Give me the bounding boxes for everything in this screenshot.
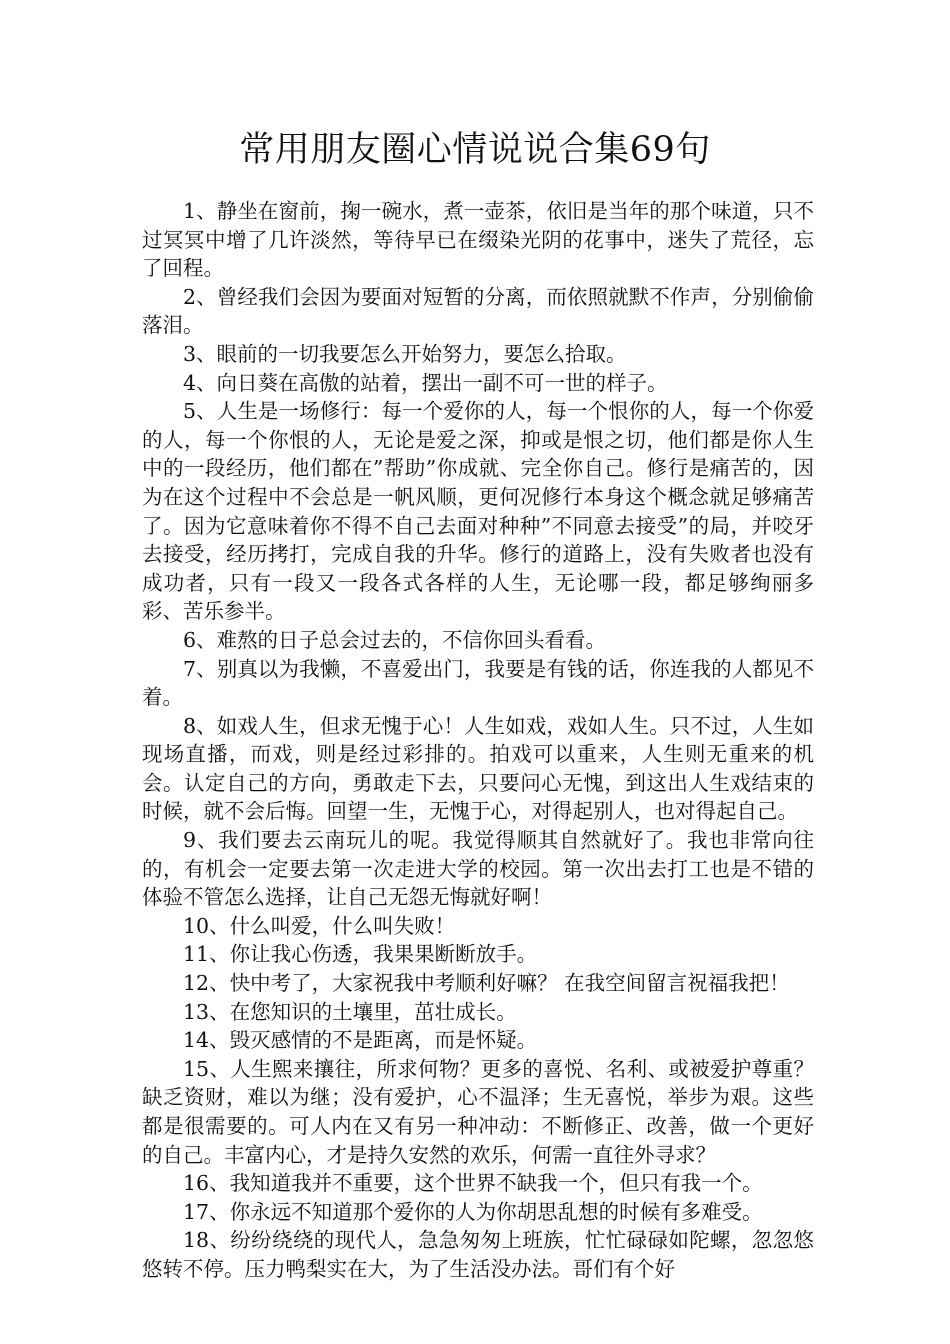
quote-paragraph-3: 3、眼前的一切我要怎么开始努力，要怎么拾取。: [183, 341, 627, 366]
quote-paragraph-9: 9、我们要去云南玩儿的呢。我觉得顺其自然就好了。我也非常向往的，有机会一定要去第一次走进大学的校园。第一次出去打工也是不错的体验不管怎么选择，让自己无怨无悔就好啊！: [142, 828, 814, 910]
quote-paragraph-8: 8、如戏人生，但求无愧于心！人生如戏，戏如人生。只不过，人生如现场直播，而戏，则是经过彩排的。拍戏可以重来，人生则无重来的机会。认定自己的方向，勇敢走下去，只要问心无愧，到这出人生戏结束的时候，就不会后悔。回望一生，无愧于心，对得起别人，也对得起自己。: [142, 713, 814, 824]
quote-paragraph-2: 2、曾经我们会因为要面对短暂的分离，而依照就默不作声，分别偷偷落泪。: [142, 284, 814, 338]
quote-paragraph-17: 17、你永远不知道那个爱你的人为你胡思乱想的时候有多难受。: [183, 1199, 763, 1224]
quote-paragraph-13: 13、在您知识的土壤里，茁壮成长。: [183, 999, 517, 1024]
quote-paragraph-18: 18、纷纷绕绕的现代人，急急匆匆上班族，忙忙碌碌如陀螺，忽忽悠悠转不停。压力鸭梨实在大，为了生活没办法。哥们有个好: [142, 1228, 814, 1281]
quote-paragraph-12: 12、快中考了，大家祝我中考顺利好嘛？ 在我空间留言祝福我把！: [183, 971, 790, 996]
quote-paragraph-15: 15、人生熙来攘往，所求何物？更多的喜悦、名利、或被爱护尊重？缺乏资财，难以为继；没有爱护，心不温泽；生无喜悦，举步为艰。这些都是很需要的。可人内在又有另一种冲动：不断修正、改善，做一个更好的自己。丰富内心，才是持久安然的欢乐，何需一直往外寻求？: [142, 1056, 814, 1167]
quote-paragraph-5: 5、人生是一场修行：每一个爱你的人，每一个恨你的人，每一个你爱的人，每一个你恨的人，无论是爱之深，抑或是恨之切，他们都是你人生中的一段经历，他们都在”帮助”你成就、完全你自己。修行是痛苦的，因为在这个过程中不会总是一帆风顺，更何况修行本身这个概念就足够痛苦了。因为它意味着你不得不自己去面对种种”不同意去接受”的局，并咬牙去接受，经历拷打，完成自我的升华。修行的道路上，没有失败者也没有成功者，只有一段又一段各式各样的人生，无论哪一段，都足够绚丽多彩、苦乐参半。: [142, 399, 814, 624]
quote-paragraph-10: 10、什么叫爱，什么叫失败！: [183, 913, 456, 938]
quote-paragraph-11: 11、你让我心伤透，我果果断断放手。: [183, 942, 538, 967]
quote-paragraph-16: 16、我知道我并不重要，这个世界不缺我一个，但只有我一个。: [183, 1171, 763, 1196]
quote-paragraph-6: 6、难熬的日子总会过去的，不信你回头看看。: [183, 627, 607, 652]
document-body: [142, 197, 814, 1284]
quote-paragraph-14: 14、毁灭感情的不是距离，而是怀疑。: [183, 1028, 538, 1053]
quote-paragraph-1: 1、静坐在窗前，掬一碗水，煮一壶茶，依旧是当年的那个味道，只不过冥冥中增了几许淡然，等待早已在缀染光阴的花事中，迷失了荒径，忘了回程。: [142, 199, 814, 281]
document-title: 常用朋友圈心情说说合集69句: [239, 130, 711, 170]
quote-paragraph-7: 7、别真以为我懒，不喜爱出门，我要是有钱的话，你连我的人都见不着。: [142, 656, 814, 710]
quote-paragraph-4: 4、向日葵在高傲的站着，摆出一副不可一世的样子。: [183, 370, 668, 395]
